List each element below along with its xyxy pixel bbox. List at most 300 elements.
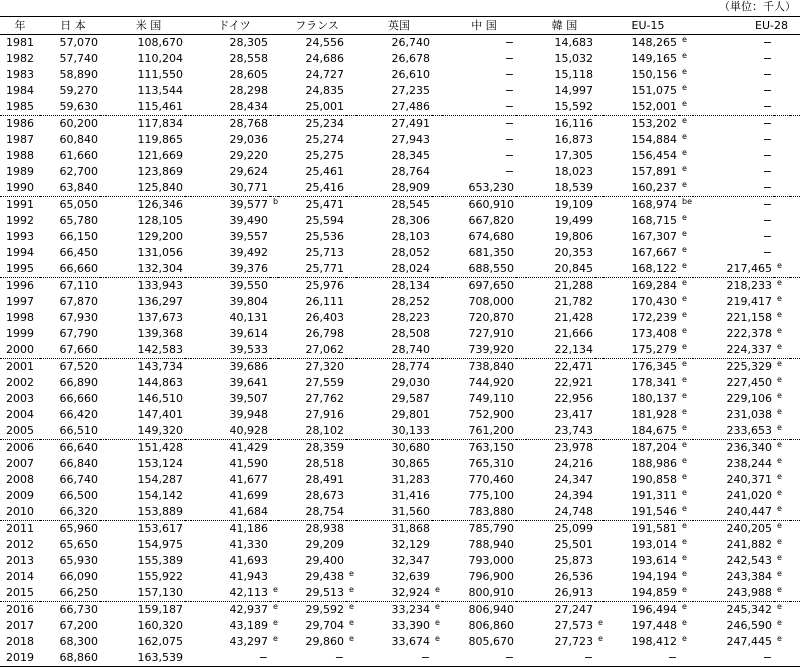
flag-cell: e	[682, 35, 687, 44]
flag-cell	[432, 472, 442, 488]
germany-cell: 41,693	[229, 554, 268, 567]
uk-cell: 26,610	[391, 68, 431, 81]
eu28-cell: −	[762, 36, 773, 49]
table-row	[0, 569, 800, 585]
table-row	[0, 116, 800, 133]
flag-cell: e	[682, 132, 687, 141]
flag-cell	[595, 585, 603, 602]
flag-cell	[432, 456, 442, 472]
china-cell: 727,910	[468, 327, 515, 340]
flag-cell: e	[774, 504, 790, 521]
flag-cell: e	[774, 342, 790, 359]
year-cell: 1985	[0, 99, 40, 116]
flag-cell	[432, 359, 442, 376]
spacer-cell	[790, 423, 800, 440]
flag-cell: e	[777, 618, 782, 627]
eu15-cell: 190,858	[631, 473, 678, 486]
spacer-cell	[516, 618, 526, 634]
korea-cell: 19,109	[554, 198, 594, 211]
flag-cell	[432, 229, 442, 245]
france-cell: 24,727	[305, 68, 345, 81]
eu15-cell: 198,412	[631, 635, 678, 648]
spacer-cell	[790, 294, 800, 310]
flag-cell	[346, 83, 356, 99]
spacer-cell	[790, 51, 800, 67]
uk-cell: 28,774	[391, 360, 431, 373]
japan-cell: 63,840	[40, 180, 100, 197]
korea-cell: 24,748	[526, 504, 595, 521]
eu28-cell: 218,233	[726, 279, 773, 292]
flag-cell	[270, 391, 278, 407]
us-cell: 162,075	[137, 635, 183, 648]
year-cell: 1981	[6, 36, 34, 49]
flag-cell	[346, 51, 356, 67]
china-cell: −	[504, 36, 515, 49]
flag-cell	[270, 440, 278, 457]
uk-cell: 29,587	[391, 392, 431, 405]
france-cell: 28,491	[305, 473, 345, 486]
korea-cell: 18,023	[554, 165, 594, 178]
eu28-cell: −	[693, 180, 774, 197]
flag-cell	[270, 67, 278, 83]
france-cell: 25,771	[278, 261, 346, 278]
flag-cell	[595, 602, 603, 619]
flag-cell: e	[777, 456, 782, 465]
flag-cell	[346, 488, 356, 504]
flag-cell	[346, 132, 356, 148]
header-china: 中 国	[442, 17, 526, 35]
flag-cell: e	[777, 278, 782, 287]
flag-cell: e	[349, 634, 354, 643]
year-cell: 1982	[6, 52, 34, 65]
korea-cell: 18,539	[526, 180, 595, 197]
table-row	[0, 585, 800, 602]
flag-cell	[346, 67, 356, 83]
uk-cell: 28,052	[391, 246, 431, 259]
eu28-cell: 247,445	[726, 635, 773, 648]
flag-cell: e	[598, 634, 603, 643]
us-cell: 132,304	[106, 261, 185, 278]
eu15-cell: 154,884	[631, 133, 678, 146]
flag-cell: e	[273, 618, 278, 627]
eu28-cell: −	[693, 650, 774, 667]
eu28-cell: 241,882	[726, 538, 773, 551]
us-cell: 119,865	[137, 133, 183, 146]
eu28-cell: −	[762, 68, 773, 81]
spacer-cell	[516, 180, 526, 197]
japan-cell: 59,630	[40, 99, 100, 116]
china-cell: 739,920	[442, 342, 516, 359]
flag-cell	[432, 164, 442, 180]
japan-cell: 65,930	[59, 554, 98, 567]
table-row	[0, 472, 800, 488]
china-cell: 749,110	[468, 392, 515, 405]
eu15-cell: 160,237	[603, 180, 679, 197]
spacer-cell	[516, 359, 526, 376]
germany-cell: 39,490	[229, 214, 268, 227]
flag-cell	[270, 537, 278, 553]
germany-cell: 39,507	[229, 392, 268, 405]
year-cell: 2004	[6, 408, 34, 421]
france-cell: 29,400	[305, 554, 345, 567]
year-cell: 1992	[6, 214, 34, 227]
china-cell: 785,790	[468, 522, 515, 535]
flag-cell	[270, 229, 278, 245]
flag-cell	[595, 35, 603, 52]
flag-cell: e	[777, 634, 782, 643]
spacer-cell	[516, 553, 526, 569]
uk-cell: 31,868	[391, 522, 431, 535]
year-cell: 1994	[6, 246, 34, 259]
table-row	[0, 375, 800, 391]
germany-cell: 41,330	[229, 538, 268, 551]
flag-cell: e	[682, 618, 687, 627]
spacer-cell	[516, 99, 526, 116]
year-cell: 2009	[6, 489, 34, 502]
spacer-cell	[790, 488, 800, 504]
flag-cell	[270, 521, 278, 538]
japan-cell: 57,070	[59, 36, 98, 49]
flag-cell: e	[598, 618, 603, 627]
eu15-cell: 178,341	[631, 376, 678, 389]
eu28-cell: −	[762, 198, 773, 211]
flag-cell	[774, 35, 790, 52]
flag-cell: e	[273, 602, 278, 611]
flag-cell: e	[774, 423, 790, 440]
table-row	[0, 99, 800, 116]
header-uk: 英国	[356, 17, 442, 35]
flag-cell	[595, 569, 603, 585]
eu28-cell: 219,417	[726, 295, 773, 308]
eu28-cell: −	[762, 230, 773, 243]
spacer-cell	[516, 245, 526, 261]
korea-cell: 17,305	[554, 149, 594, 162]
spacer-cell	[516, 116, 526, 133]
germany-cell: 28,605	[229, 68, 268, 81]
year-cell: 2015	[0, 585, 40, 602]
flag-cell	[346, 423, 356, 440]
uk-cell: 33,390	[391, 619, 431, 632]
flag-cell	[774, 180, 790, 197]
flag-cell	[346, 391, 356, 407]
eu15-cell: 157,891	[631, 165, 678, 178]
flag-cell	[595, 310, 603, 326]
germany-cell: 39,550	[229, 279, 268, 292]
japan-cell: 67,110	[59, 279, 98, 292]
germany-cell: 42,113	[191, 585, 270, 602]
flag-cell	[774, 164, 790, 180]
spacer-cell	[790, 359, 800, 376]
eu28-cell: 238,244	[726, 457, 773, 470]
header-us: 米 国	[106, 17, 191, 35]
france-cell: 27,762	[305, 392, 345, 405]
table-row	[0, 553, 800, 569]
spacer-cell	[790, 99, 800, 116]
flag-cell: e	[682, 472, 687, 481]
eu28-cell: −	[693, 99, 774, 116]
us-cell: 142,583	[106, 342, 185, 359]
flag-cell: e	[682, 634, 687, 643]
flag-cell	[595, 148, 603, 164]
flag-cell	[346, 164, 356, 180]
flag-cell	[595, 423, 603, 440]
spacer-cell	[516, 310, 526, 326]
flag-cell: be	[682, 197, 693, 206]
flag-cell	[346, 116, 356, 133]
spacer-cell	[516, 197, 526, 214]
flag-cell: e	[682, 602, 687, 611]
eu28-cell: 225,329	[726, 360, 773, 373]
spacer-cell	[516, 83, 526, 99]
flag-cell: e	[777, 294, 782, 303]
germany-cell: 43,297	[229, 635, 268, 648]
uk-cell: 30,680	[391, 441, 431, 454]
flag-cell	[595, 553, 603, 569]
uk-cell: 28,223	[391, 311, 431, 324]
spacer-cell	[516, 423, 526, 440]
france-cell: 28,359	[305, 441, 345, 454]
spacer-cell	[790, 440, 800, 457]
us-cell: 153,124	[137, 457, 183, 470]
eu28-cell: 241,020	[726, 489, 773, 502]
china-cell: 688,550	[442, 261, 516, 278]
flag-cell	[595, 407, 603, 423]
year-cell: 2014	[6, 570, 34, 583]
china-cell: −	[504, 52, 515, 65]
year-cell: 1990	[0, 180, 40, 197]
flag-cell: e	[777, 359, 782, 368]
spacer-cell	[790, 148, 800, 164]
flag-cell	[270, 342, 278, 359]
table-row	[0, 294, 800, 310]
china-cell: 788,940	[468, 538, 515, 551]
spacer-cell	[516, 278, 526, 295]
flag-cell	[270, 375, 278, 391]
korea-cell: 19,806	[554, 230, 594, 243]
china-cell: 660,910	[468, 198, 515, 211]
germany-cell: 29,220	[229, 149, 268, 162]
korea-cell: 25,501	[554, 538, 594, 551]
flag-cell	[774, 83, 790, 99]
year-cell: 1999	[6, 327, 34, 340]
us-cell: 128,105	[137, 214, 183, 227]
year-cell: 1995	[0, 261, 40, 278]
korea-cell: 14,683	[554, 36, 594, 49]
germany-cell: 41,684	[191, 504, 270, 521]
china-cell: 744,920	[468, 376, 515, 389]
china-cell: 800,910	[442, 585, 516, 602]
flag-cell	[270, 359, 278, 376]
china-cell: 667,820	[468, 214, 515, 227]
uk-cell: 29,801	[391, 408, 431, 421]
germany-cell: 40,928	[191, 423, 270, 440]
header-eu15: EU-15	[603, 17, 693, 35]
us-cell: 110,204	[137, 52, 183, 65]
us-cell: 115,461	[106, 99, 185, 116]
korea-cell: 21,428	[554, 311, 594, 324]
flag-cell	[346, 35, 356, 52]
uk-cell: 27,491	[391, 117, 431, 130]
spacer-cell	[790, 132, 800, 148]
eu15-cell: 173,408	[631, 327, 678, 340]
japan-cell: 66,250	[40, 585, 100, 602]
table-row	[0, 488, 800, 504]
japan-cell: 66,660	[59, 392, 98, 405]
uk-cell: −	[356, 650, 432, 667]
spacer-cell	[516, 67, 526, 83]
flag-cell	[270, 488, 278, 504]
flag-cell: e	[432, 585, 442, 602]
uk-cell: 30,133	[356, 423, 432, 440]
flag-cell	[595, 278, 603, 295]
spacer-cell	[516, 569, 526, 585]
spacer-cell	[516, 213, 526, 229]
us-cell: 155,922	[137, 570, 183, 583]
flag-cell: e	[777, 537, 782, 546]
header-japan: 日 本	[40, 17, 106, 35]
us-cell: 111,550	[137, 68, 183, 81]
flag-cell: e	[679, 342, 693, 359]
flag-cell: e	[682, 278, 687, 287]
france-cell: 27,062	[278, 342, 346, 359]
flag-cell	[270, 472, 278, 488]
japan-cell: 59,270	[59, 84, 98, 97]
eu15-cell: 191,311	[631, 489, 678, 502]
japan-cell: 60,840	[59, 133, 98, 146]
japan-cell: 67,200	[59, 619, 98, 632]
header-row	[0, 17, 800, 35]
unit-note: （単位：千人）	[719, 0, 796, 13]
year-cell: 1983	[6, 68, 34, 81]
us-cell: 153,889	[106, 504, 185, 521]
eu28-cell: −	[762, 52, 773, 65]
flag-cell	[774, 229, 790, 245]
uk-cell: 27,235	[391, 84, 431, 97]
germany-cell: 28,305	[229, 36, 268, 49]
japan-cell: 66,740	[59, 473, 98, 486]
year-cell: 2017	[6, 619, 34, 632]
china-cell: 681,350	[468, 246, 515, 259]
korea-cell: 27,247	[554, 603, 594, 616]
table-row	[0, 423, 800, 440]
flag-cell	[595, 180, 603, 197]
korea-cell: 25,099	[554, 522, 594, 535]
eu28-cell: 229,106	[726, 392, 773, 405]
spacer-cell	[516, 229, 526, 245]
germany-cell: −	[191, 650, 270, 667]
japan-cell: 67,790	[59, 327, 98, 340]
germany-cell: 39,614	[229, 327, 268, 340]
year-cell: 2010	[0, 504, 40, 521]
table-row	[0, 132, 800, 148]
france-cell: 26,111	[305, 295, 345, 308]
us-cell: 151,428	[137, 441, 183, 454]
korea-cell: 27,573	[554, 619, 594, 632]
us-cell: 163,539	[106, 650, 185, 667]
flag-cell	[270, 423, 278, 440]
flag-cell: e	[777, 602, 782, 611]
flag-cell	[595, 132, 603, 148]
eu15-cell: 167,667	[631, 246, 678, 259]
table-row	[0, 245, 800, 261]
eu15-cell: 168,715	[631, 214, 678, 227]
flag-cell	[432, 261, 442, 278]
flag-cell	[270, 456, 278, 472]
flag-cell	[270, 569, 278, 585]
year-cell: 1987	[6, 133, 34, 146]
us-cell: 144,863	[137, 376, 183, 389]
spacer-cell	[790, 391, 800, 407]
korea-cell: 26,913	[526, 585, 595, 602]
flag-cell	[346, 407, 356, 423]
eu15-cell: 151,075	[631, 84, 678, 97]
korea-cell: 22,921	[554, 376, 594, 389]
uk-cell: 28,024	[356, 261, 432, 278]
spacer-cell	[790, 83, 800, 99]
germany-cell: 39,376	[191, 261, 270, 278]
france-cell: 28,754	[278, 504, 346, 521]
japan-cell: 65,650	[59, 538, 98, 551]
us-cell: 108,670	[137, 36, 183, 49]
japan-cell: 65,050	[59, 198, 98, 211]
eu15-cell: 175,279	[603, 342, 679, 359]
korea-cell: 19,499	[554, 214, 594, 227]
flag-cell	[432, 310, 442, 326]
uk-cell: 26,678	[391, 52, 431, 65]
flag-cell	[432, 278, 442, 295]
korea-cell: 21,782	[554, 295, 594, 308]
spacer-cell	[516, 521, 526, 538]
germany-cell: 41,699	[229, 489, 268, 502]
table-row	[0, 504, 800, 521]
flag-cell: e	[349, 602, 354, 611]
flag-cell	[346, 294, 356, 310]
eu15-cell: 194,859	[603, 585, 679, 602]
spacer-cell	[516, 407, 526, 423]
korea-cell: 16,873	[554, 133, 594, 146]
spacer-cell	[516, 261, 526, 278]
japan-cell: 65,960	[59, 522, 98, 535]
korea-cell: 27,723	[554, 635, 594, 648]
france-cell: 29,438	[305, 570, 345, 583]
flag-cell	[270, 99, 278, 116]
flag-cell	[774, 116, 790, 133]
france-cell: 25,001	[278, 99, 346, 116]
flag-cell	[270, 278, 278, 295]
germany-cell: 29,036	[229, 133, 268, 146]
table-row	[0, 521, 800, 538]
uk-cell: 28,306	[391, 214, 431, 227]
table-row	[0, 391, 800, 407]
eu28-cell: 231,038	[726, 408, 773, 421]
spacer-cell	[790, 35, 800, 52]
flag-cell	[432, 197, 442, 214]
germany-cell: 28,298	[229, 84, 268, 97]
spacer-cell	[516, 375, 526, 391]
table-row	[0, 261, 800, 278]
korea-cell: 20,845	[526, 261, 595, 278]
flag-cell	[432, 180, 442, 197]
spacer-cell	[790, 618, 800, 634]
flag-cell: e	[679, 585, 693, 602]
spacer-cell	[790, 634, 800, 650]
japan-cell: 61,660	[59, 149, 98, 162]
flag-cell	[432, 213, 442, 229]
year-cell: 2002	[6, 376, 34, 389]
korea-cell: 23,743	[526, 423, 595, 440]
flag-cell: e	[682, 310, 687, 319]
korea-cell: 21,666	[554, 327, 594, 340]
